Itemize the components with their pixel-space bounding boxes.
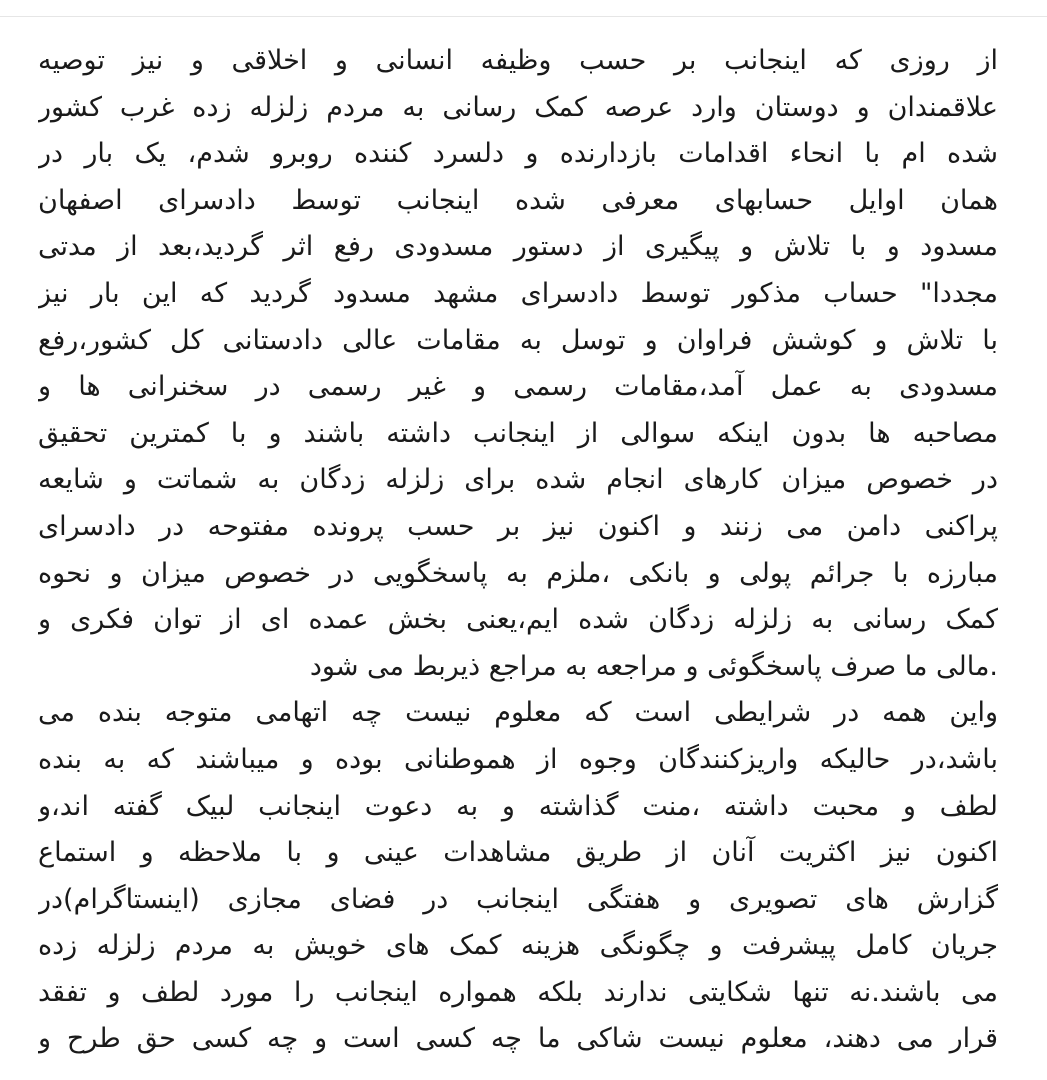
- text-line: پراکنی دامن می زنند و اکنون نیز بر حسب پرونده مفتوحه در دادسرای: [38, 510, 998, 542]
- text-line: باشد،در حالیکه واریزکنندگان وجوه از هموطنانی بوده و میباشند که به بنده: [38, 743, 998, 775]
- text-line: کمک رسانی به زلزله زدگان شده ایم،یعنی بخش عمده ای از توان فکری و: [38, 604, 998, 636]
- text-line: مجددا" حساب مذکور توسط دادسرای مشهد مسدود گردید که این بار نیز: [38, 277, 998, 309]
- text-line: جریان کامل پیشرفت و چگونگی هزینه کمک های خویش به مردم زلزله زده: [38, 930, 998, 962]
- text-line: واین همه در شرایطی است که معلوم نیست چه اتهامی متوجه بنده می: [38, 697, 998, 729]
- text-line: مسدود و با تلاش و پیگیری از دستور مسدودی رفع اثر گردید،بعد از مدتی: [38, 231, 998, 263]
- text-line: .مالی ما صرف پاسخگوئی و مراجعه به مراجع ذیربط می شود: [309, 650, 998, 682]
- text-line: علاقمندان و دوستان وارد عرصه کمک رسانی به مردم زلزله زده غرب کشور: [38, 91, 998, 123]
- paragraph-1: [38, 38, 998, 690]
- text-line: شده ام با انحاء اقدامات بازدارنده و دلسرد کننده روبرو شدم، یک بار در: [38, 138, 998, 170]
- text-line: از روزی که اینجانب بر حسب وظیفه انسانی و اخلاقی و نیز توصیه: [38, 45, 998, 76]
- text-line: مصاحبه ها بدون اینکه سوالی از اینجانب داشته باشند و با کمترین تحقیق: [38, 417, 998, 449]
- text-line: مسدودی به عمل آمد،مقامات رسمی و غیر رسمی در سخنرانی ها و: [38, 371, 998, 403]
- paragraph-2: [38, 690, 998, 1063]
- document-body: [38, 38, 998, 1063]
- text-line: با تلاش و کوشش فراوان و توسل به مقامات عالی دادستانی کل کشور،رفع: [38, 324, 998, 356]
- text-line: مبارزه با جرائم پولی و بانکی ،ملزم به پاسخگویی در خصوص میزان و نحوه: [38, 557, 998, 589]
- text-line: گزارش های تصویری و هفتگی اینجانب در فضای مجازی (اینستاگرام)در: [38, 883, 998, 915]
- text-line: اکنون نیز اکثریت آنان از طریق مشاهدات عینی و با ملاحظه و استماع: [38, 837, 998, 869]
- text-line: در خصوص میزان کارهای انجام شده برای زلزله زدگان به شماتت و شایعه: [38, 464, 998, 496]
- text-line: همان اوایل حسابهای معرفی شده اینجانب توسط دادسرای اصفهان: [38, 184, 998, 216]
- text-line: می باشند.نه تنها شکایتی ندارند بلکه همواره اینجانب را مورد لطف و تفقد: [38, 976, 998, 1008]
- text-line: قرار می دهند، معلوم نیست شاکی ما چه کسی است و چه کسی حق طرح و: [38, 1023, 998, 1055]
- text-line: لطف و محبت داشته ،منت گذاشته و به دعوت اینجانب لبیک گفته اند،و: [38, 790, 998, 822]
- top-divider: [0, 16, 1047, 17]
